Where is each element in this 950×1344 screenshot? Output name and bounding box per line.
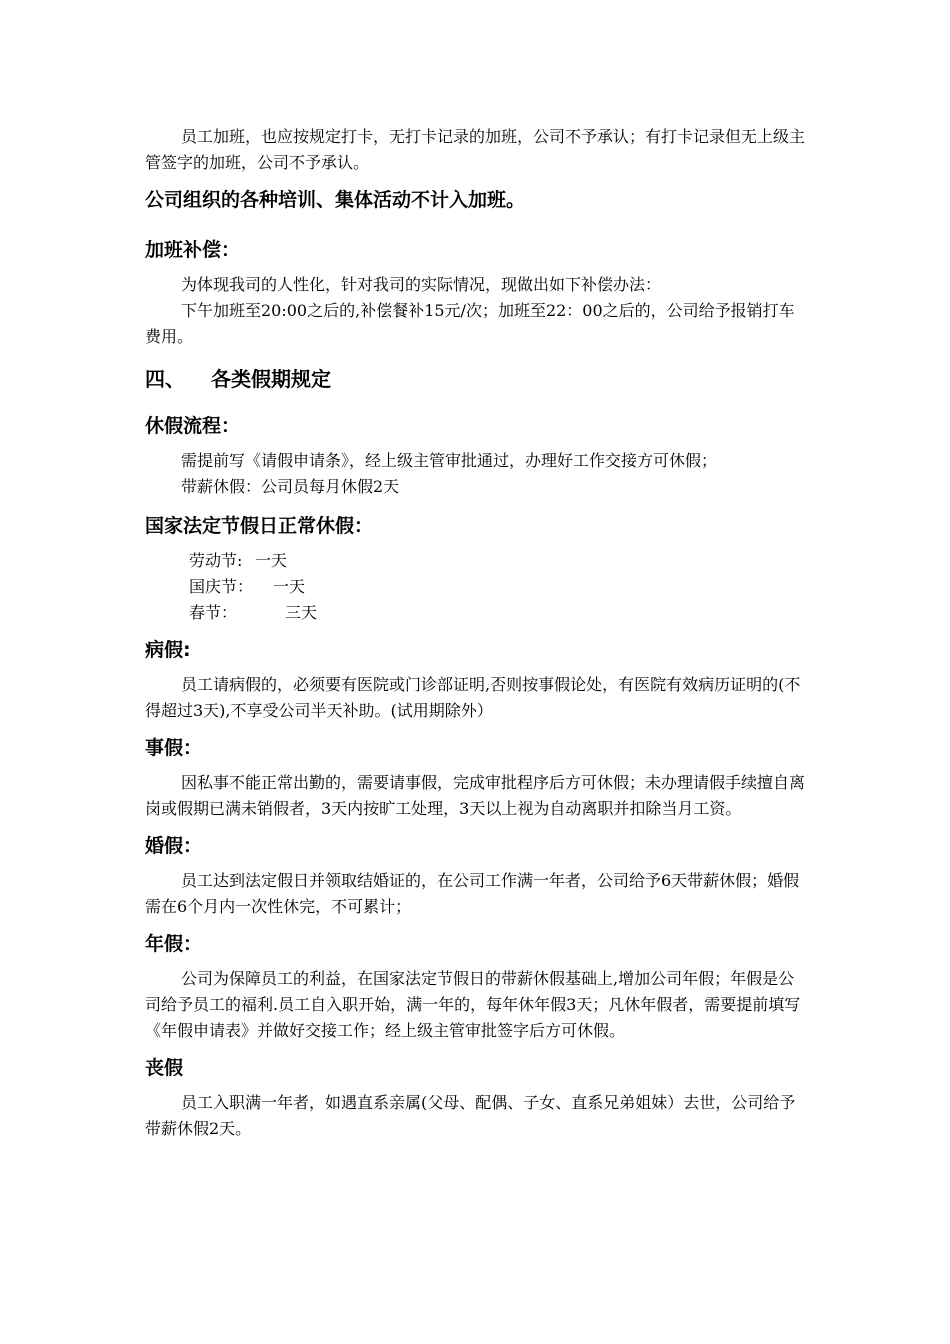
personal-leave-heading: 事假：: [145, 737, 203, 759]
section-4-label: 各类假期规定: [211, 367, 331, 391]
bereavement-leave-text: 员工入职满一年者，如遇直系亲属(父母、配偶、子女、直系兄弟姐妹）去世，公司给予带薪休假2天。: [145, 1093, 796, 1138]
overtime-comp-detail: 下午加班至20:00之后的,补偿餐补15元/次；加班至22：00之后的，公司给予报销打车费用。: [145, 301, 795, 346]
holiday-days: 三天: [285, 603, 318, 622]
annual-leave-text: 公司为保障员工的利益，在国家法定节假日的带薪休假基础上,增加公司年假；年假是公司给予员工的福利.员工自入职开始，满一年的，每年休年假3天；凡休年假者，需要提前填写《年假申请表》并做好交接工作；经上级主管审批签字后方可休假。: [145, 969, 801, 1040]
paid-leave-text: 带薪休假：公司员每月休假2天: [181, 477, 400, 496]
section-4-number: 四、: [145, 367, 185, 391]
document-body: [145, 124, 805, 1142]
bereavement-leave-heading: 丧假: [145, 1057, 184, 1079]
overtime-comp-heading: 加班补偿：: [145, 239, 241, 261]
sick-leave-text: 员工请病假的，必须要有医院或门诊部证明,否则按事假论处，有医院有效病历证明的(不得超过3天),不享受公司半天补助。(试用期除外）: [145, 675, 801, 720]
marriage-leave-heading: 婚假：: [145, 835, 203, 857]
holiday-item: [145, 574, 805, 600]
leave-process-heading: 休假流程：: [145, 415, 241, 437]
holiday-days: 一天: [255, 551, 288, 570]
marriage-leave-text: 员工达到法定假日并领取结婚证的，在公司工作满一年者，公司给予6天带薪休假；婚假需在6个月内一次性休完，不可累计；: [145, 871, 800, 916]
holiday-name: 劳动节:: [189, 551, 243, 570]
annual-leave-heading: 年假：: [145, 933, 203, 955]
sick-leave-heading: 病假:: [145, 639, 191, 661]
personal-leave-text: 因私事不能正常出勤的，需要请事假，完成审批程序后方可休假；未办理请假手续擅自离岗或假期已满未销假者，3天内按旷工处理，3天以上视为自动离职并扣除当月工资。: [145, 773, 806, 818]
section-4-title: [145, 364, 805, 394]
holiday-name: 国庆节：: [189, 577, 254, 596]
overtime-paragraph: 员工加班，也应按规定打卡，无打卡记录的加班，公司不予承认；有打卡记录但无上级主管签字的加班，公司不予承认。: [145, 127, 806, 172]
leave-process-text: 需提前写《请假申请条》，经上级主管审批通过，办理好工作交接方可休假；: [181, 451, 718, 470]
holiday-name: 春节：: [189, 603, 238, 622]
holiday-item: [145, 548, 805, 574]
overtime-comp-intro: 为体现我司的人性化，针对我司的实际情况，现做出如下补偿办法：: [181, 275, 662, 294]
holiday-item: [145, 600, 805, 626]
national-holidays-heading: 国家法定节假日正常休假：: [145, 515, 374, 537]
training-note: 公司组织的各种培训、集体活动不计入加班。: [145, 189, 526, 211]
holiday-days: 一天: [273, 577, 306, 596]
